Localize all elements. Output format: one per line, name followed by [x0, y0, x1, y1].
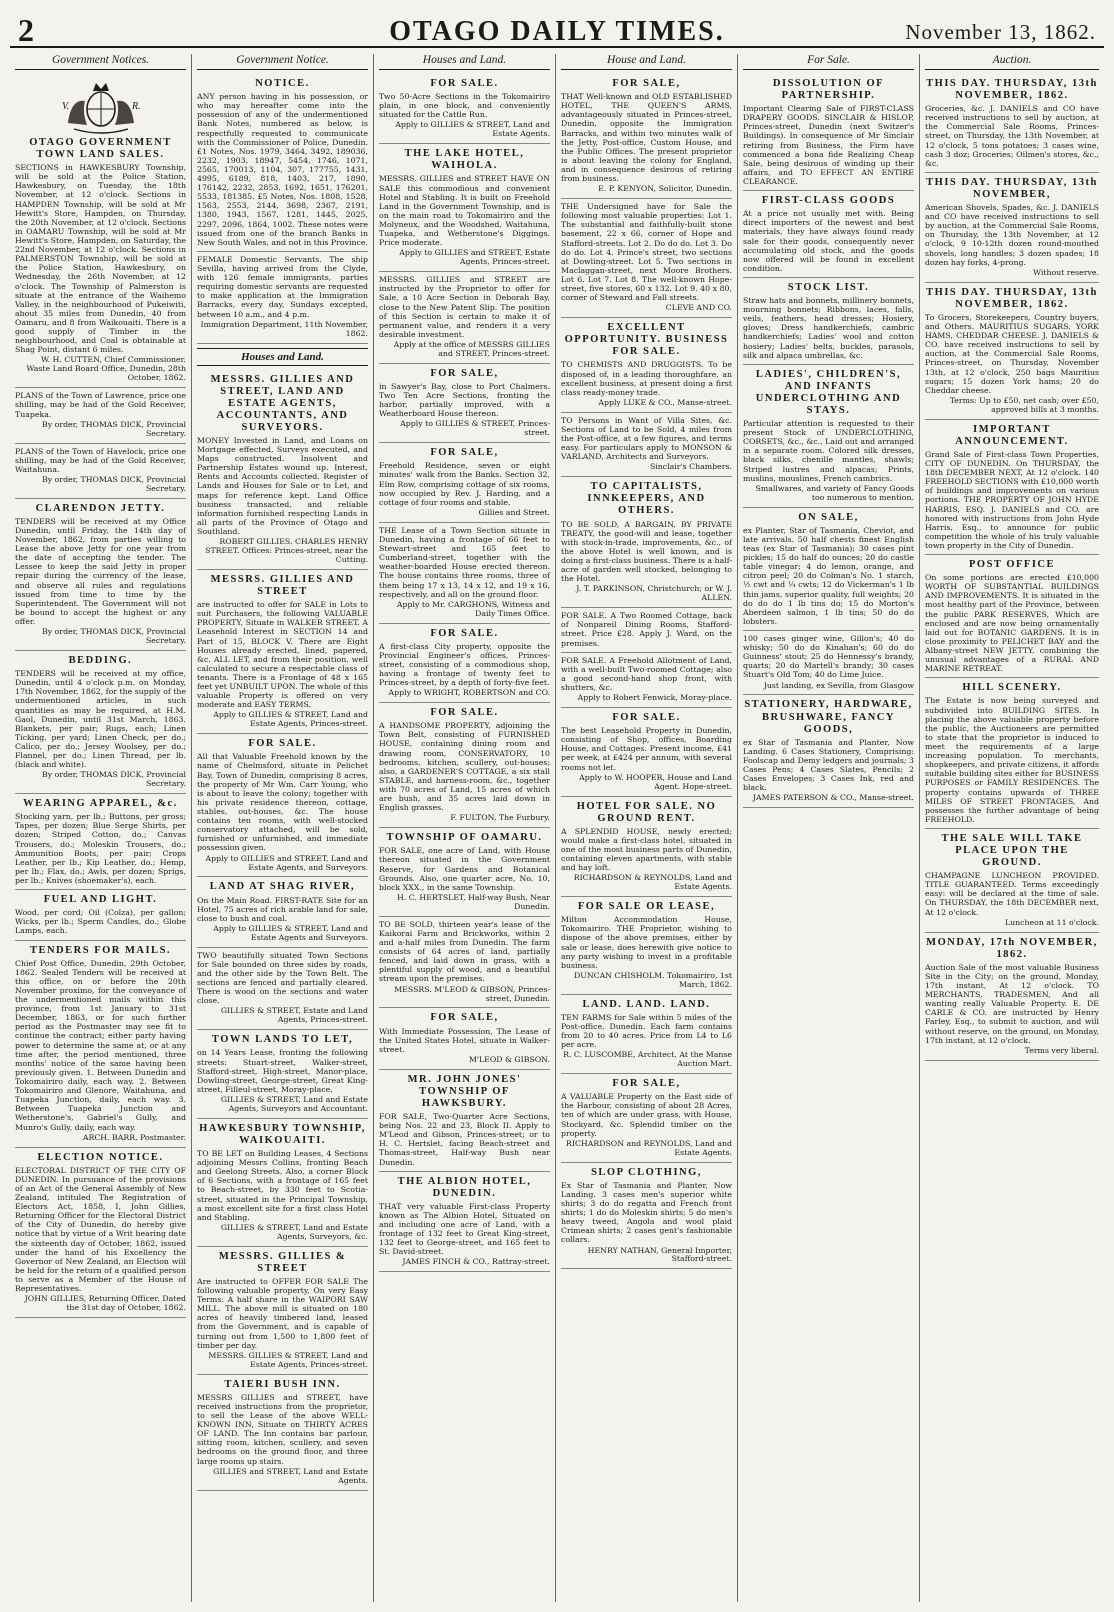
advertisement-signature: M'LEOD & GIBSON.: [468, 1054, 550, 1064]
advertisement: [197, 1030, 368, 1119]
advertisement: [197, 570, 368, 734]
advertisement-signature: Terms: Up to £50, net cash; over £50, approved bills at 3 months.: [949, 395, 1099, 414]
advertisement: [379, 624, 550, 704]
advertisement-title: MR. JOHN JONES' TOWNSHIP OF HAWKSBURY.: [407, 1073, 522, 1109]
advertisement: [197, 370, 368, 570]
advertisement-body: At a price not usually met with. Being direct importers of the newest and best materials, they have always found ready sale for their goods, consequently never accumulating old stock, and the goods now offered will be found in excellent condition.: [743, 209, 914, 273]
advertisement: [379, 1070, 550, 1172]
advertisement-signature: Without reserve.: [1032, 267, 1099, 277]
advertisement: [561, 608, 732, 652]
advertisement-signature: H. C. HERTSLET, Half-way Bush, Near Dunedin.: [397, 892, 550, 911]
advertisement-title: TO CAPITALISTS, INNKEEPERS, AND OTHERS.: [587, 481, 706, 517]
advertisement-title: FIRST-CLASS GOODS: [761, 195, 896, 207]
advertisement: [743, 631, 914, 696]
advertisement: [197, 734, 368, 877]
advertisement-signature: Apply to GILLIES & STREET, Land and Estate Agents.: [395, 120, 550, 139]
advertisement: [197, 252, 368, 344]
advertisement-title: TOWN LANDS TO LET,: [211, 1034, 354, 1046]
advertisement-body: FOR SALE. A Freehold Allotment of Land, with a well-built Two-roomed Cottage; also a good second-hand shop front, with shutters, &c.: [561, 655, 732, 692]
advertisement-body: The Estate is now being surveyed and subdivided into BUILDING SITES. In placing the above valuable property before the public, the Auctioneers are permitted to state that the proprietor is induced to meet the requirements of a large increasing population. To merchants, shopkeepers, and private citizens, it affords suitable building sites either for BUSINESS PURPOSES or FAMILY RESIDENCES. The property contains upwards of THREE MILES OF STREET FRONTAGES, And possesses the further advantage of being FREEHOLD.: [925, 696, 1099, 824]
advertisement-body: TEN FARMS for Sale within 5 miles of the Post-office, Dunedin. Each farm contains from 20 to 40 acres. Price from L4 to L6 per acre.: [561, 1012, 732, 1050]
advertisement-title: TENDERS FOR MAILS.: [29, 944, 172, 956]
advertisement-title: ELECTION NOTICE.: [37, 1151, 164, 1163]
advertisement-signature: Terms very liberal.: [1024, 1045, 1099, 1055]
advertisement-signature: GILLIES & STREET, Land and Estate Agents, Surveyors, &c.: [220, 1222, 368, 1241]
advertisement-title: MONDAY, 17th NOVEMBER, 1862.: [926, 936, 1098, 960]
advertisement: [743, 191, 914, 278]
advertisement: [379, 364, 550, 443]
advertisement-body: Important Clearing Sale of FIRST-CLASS DRAPERY GOODS. SINCLAIR & HISLOP, Princes-street, Dunedin (next Switzer's Buildings). In consequence of Mr Sinclair retiring from Business, the Firm have commenced a bona fide Realizing Cheap Sale, being desirous of winding up their affairs, and TO EFFECT AN ENTIRE CLEARANCE.: [743, 104, 914, 186]
advertisement: [379, 523, 550, 624]
advertisement-body: PLANS of the Town of Lawrence, price one shilling, may be had of the Gold Receiver, Tuapeka.: [15, 391, 186, 419]
advertisement: [197, 877, 368, 947]
advertisement-title: FOR SALE.: [612, 712, 681, 724]
advertisement: [561, 995, 732, 1074]
advertisement-signature: Apply to Robert Fenwick, Moray-place.: [577, 693, 732, 703]
column-header: Government Notice.: [197, 54, 368, 70]
advertisement: [15, 444, 186, 499]
advertisement: [561, 477, 732, 608]
advertisement-body: A VALUABLE Property on the East side of the Harbour, consisting of about 28 Acres, ten of which are under grass, with House, Stockyard, &c. Splendid timber on the property.: [561, 1092, 732, 1138]
advertisement-signature: Apply to WRIGHT, ROBERTSON and CO.: [388, 688, 550, 698]
advertisement-signature: JOHN GILLIES, Returning Officer. Dated the 31st day of October, 1862.: [24, 1294, 186, 1313]
advertisement: [925, 933, 1099, 1061]
advertisement: [197, 1119, 368, 1247]
advertisement-body: TWO beautifully situated Town Sections for Sale bounded on three sides by roads, and the other side by the Town Belt. The sections are fenced and partially cleared. There is wood on the sections and water close.: [197, 950, 368, 1006]
advertisement-signature: DUNCAN CHISHOLM. Tokomairiro, 1st March, 1862.: [574, 970, 732, 989]
advertisement: [561, 708, 732, 797]
advertisement-body: THE Lease of a Town Section situate in Dunedin, having a frontage of 66 feet to Stewart-street and 165 feet to Cumberland-street, together with the weather-boarded House erected thereon. The house contains three rooms, three of them being 17 x 13, 14 x 12, and 19 x 16, respectively, and all on the ground floor.: [379, 525, 550, 599]
advertisement: [379, 1172, 550, 1273]
advertisement-title: MESSRS. GILLIES & STREET: [218, 1250, 347, 1274]
column-5: [738, 54, 920, 1602]
advertisement: [379, 74, 550, 144]
advertisement: [197, 74, 368, 252]
column-header: Auction.: [925, 54, 1099, 70]
column-6: [920, 54, 1104, 1602]
advertisement: [743, 695, 914, 808]
advertisement-signature: By order, THOMAS DICK, Provincial Secretary.: [42, 419, 186, 438]
advertisement-signature: Apply to W. HOOPER, House and Land Agent. Hope-street.: [579, 772, 732, 791]
advertisement: [15, 941, 186, 1148]
advertisement-body: TO CHEMISTS AND DRUGGISTS. To be disposed of, in a leading thoroughfare, an excellent business, at present doing a first class ready-money trade.: [561, 360, 732, 397]
advertisement-title: THE ALBION HOTEL, DUNEDIN.: [397, 1175, 532, 1199]
svg-text:V.: V.: [61, 101, 69, 112]
advertisement-body: Freehold Residence, seven or eight minutes' walk from the Banks. Section 32, Elm Row, comprising cottage of six rooms, now occupied by Rev. J. Harding, and a cottage of four rooms and stable.: [379, 461, 550, 507]
advertisement-signature: Apply LUKE & CO., Manse-street.: [598, 397, 732, 407]
advertisement-body: Chief Post Office, Dunedin, 29th October, 1862. Sealed Tenders will be received at this office, on or before the 20th November proximo, for the conveyance of the undermentioned mails within this province, from 1st January to 31st December, 1863, or for such further period as the Postmaster may see fit to continue the contract; either party having power to determine the same at, or at any time after, the period mentioned, three months' notice of the same having been previously given. 1. Between Dunedin and Tokomairiro daily, each way. 2. Between Tokomairiro and Glenore, Waitahuna, and Tuapeka Junction, daily, each way. 3. Between Tuapeka Junction and Wetherstone's, Gabriel's Gully, and Munro's Gully, daily, each way.: [15, 958, 186, 1132]
advertisement-signature: Apply to GILLIES & STREET, Princes-street.: [400, 419, 550, 438]
advertisement-body: are instructed to offer for SALE in Lots to suit Purchasers, the following VALUABLE PROPERTY, Situate in WALKER STREET. A Leasehold Interest in SECTION 14 and Part of 15, BLOCK V. There are Eight Houses already erected, lined, papered, &c. ALL LET, and from their position, well calculated to secure a respectable class of tenants. There is a Frontage of 48 x 165 feet yet UNBUILT UPON. The whole of this valuable Property is offered on very moderate and EASY TERMS.: [197, 600, 368, 710]
advertisement: [197, 1247, 368, 1375]
advertisement: [379, 828, 550, 917]
advertisement: [925, 420, 1099, 555]
advertisement: [15, 74, 186, 388]
advertisement: [379, 443, 550, 523]
advertisement-signature: By order, THOMAS DICK, Provincial Secretary.: [42, 627, 186, 646]
advertisement-signature: Smallwares, and variety of Fancy Goods too numerous to mention.: [755, 483, 914, 502]
newspaper-title: OTAGO DAILY TIMES.: [389, 16, 725, 47]
advertisement-body: TENDERS will be received at my Office Dunedin, until Friday, the 14th day of November, 1862, from parties willing to Lease the above Jetty for one year from the date of accepting the tender. The Lessee to keep the said Jetty in proper repair during the currency of the lease, and observe all rules and regulations issued from time to time by the Superintendent. The Government will not be bound to accept the highest or any offer.: [15, 516, 186, 627]
advertisement: [561, 318, 732, 413]
advertisement: [15, 1148, 186, 1319]
advertisement-title: IMPORTANT ANNOUNCEMENT.: [955, 423, 1069, 447]
column-2: [192, 54, 374, 1602]
advertisement: [925, 74, 1099, 173]
advertisement-title: FOR SALE,: [430, 1012, 499, 1024]
advertisement-signature: Apply to GILLIES and STREET, Land and Estate Agents, and Surveyors.: [205, 853, 368, 872]
advertisement-body: on 14 Years Lease, fronting the following streets: Stuart-street, Walker-street, Stafford-street, High-street, Manor-place, Dowling-street, George-street, Great King-street, Filleul-street, Moray-place.: [197, 1048, 368, 1094]
advertisement-title: SLOP CLOTHING,: [591, 1166, 702, 1178]
advertisement: [379, 1008, 550, 1069]
column-4: [556, 54, 738, 1602]
advertisement-body: ELECTORAL DISTRICT OF THE CITY OF DUNEDIN. In pursuance of the provisions of an Act of the General Assembly of New Zealand, intituled The Registration of Electors Act, 1858, I, John Gillies, Returning Officer for the Electoral District of the City of Dunedin, do hereby give notice that by virtue of a Writ bearing date the sixteenth day of October, 1862, issued under the hand of his Excellency the Governor of New Zealand, an Election will be held for the return of a qualified person to serve as a Member of the House of Representatives.: [15, 1165, 186, 1294]
advertisement-body: FEMALE Domestic Servants. The ship Sevilla, having arrived from the Clyde, with 126 female immigrants, parties requiring domestic servants are requested to make application at the Immigration Barracks, every day, Sundays excepted, between 10 a.m., and 4 p.m.: [197, 254, 368, 319]
advertisement: [925, 678, 1099, 829]
advertisement: [743, 365, 914, 508]
advertisement-body: MESSRS. GILLIES and STREET are instructed by the Proprietor to offer for Sale, a 10 Acre Section in Deborah Bay, close to the New Patent Slip. The position of this Section is certain to make it of permanent value, and renders it a very desirable investment.: [379, 275, 550, 339]
advertisement-title: NOTICE.: [255, 78, 310, 89]
advertisement-body: Two 50-Acre Sections in the Tokomairiro plain, in one block, and conveniently situated for the Cattle Run.: [379, 92, 550, 120]
advertisement-title: FOR SALE.: [248, 738, 317, 750]
advertisement-body: FOR SALE. A Two Roomed Cottage, back of Nonpareil Dining Rooms, Stafford-street. Price £28. Apply J. Ward, on the premises.: [561, 611, 732, 648]
advertisement-body: Particular attention is requested to their present Stock of UNDERCLOTHING, CORSETS, &c., &c., Laid out and arranged in a separate room. Colored silk dresses, black silks, chenille mantles, shawls; Striped lustres and alpacas; Prints, muslins, mouslines, French cambrics.: [743, 419, 914, 483]
advertisement-title: FOR SALE.: [430, 627, 499, 639]
advertisement: [15, 890, 186, 940]
advertisement-title: FOR SALE.: [430, 78, 499, 89]
royal-crest-icon: [56, 79, 146, 135]
advertisement-body: A HANDSOME PROPERTY, adjoining the Town Belt, consisting of FURNISHED HOUSE, containing dining room and drawing room, CONSERVATORY, 10 bedrooms, kitchen, scullery, out-houses; also, a GARDENER'S COTTAGE, a six stall STABLE, and harness-room, &c., together with 70 acres of Land, 15 acres of which are bush, and 35 acres laid down in English grasses.: [379, 721, 550, 813]
advertisement-title: POST OFFICE: [968, 559, 1056, 571]
advertisement-title: FOR SALE,: [612, 78, 681, 89]
page-number: 2: [18, 12, 34, 48]
advertisement-body: TENDERS will be received at my office, Dunedin, until 4 o'clock p.m. on Monday, 17th November, 1862, for the supply of the undermentioned articles, in such quantities as may be required, at H.M. Gaol, Dunedin, until 31st March, 1863. Blankets, per pair; Rugs, each; Linen Ticking, per yard; Linen Check, per do.; Calico, per do.; Jersey Woolsey, per do.; Flannel, per do.; Linen Thread, per lb. (black and white).: [15, 669, 186, 770]
advertisement-body: THAT very valuable First-class Property known as The Albion Hotel, Situated on and including one acre of Land, with a frontage of 132 feet to Great King-street, 132 feet to George-street, and 165 feet to St. David-street.: [379, 1201, 550, 1257]
column-header: House and Land.: [561, 54, 732, 70]
advertisement-title: HILL SCENERY.: [962, 682, 1062, 694]
column-header: For Sale.: [743, 54, 914, 70]
advertisement-body: FOR SALE, Two-Quarter Acre Sections, being Nos. 22 and 23, Block II. Apply to M'Leod and Gibson, Princes-street; or to H. C. Hertslet, facing Beach-street and Thomas-street, Half-way Bush near Dunedin.: [379, 1112, 550, 1167]
advertisement-title: THIS DAY. THURSDAY, 13th NOVEMBER,: [926, 176, 1098, 200]
advertisement-title: FOR SALE OR LEASE,: [577, 901, 716, 913]
advertisement-signature: Luncheon at 11 o'clock.: [1004, 917, 1099, 927]
advertisement: [197, 948, 368, 1031]
advertisement-body: Auction Sale of the most valuable Business Site in the City; on the ground, Monday, 17th instant, At 12 o'clock. TO MERCHANTS, TRADESMEN, And all wanting really Valuable Property. E. DE CARLE & CO. are instructed by Henry Farley, Esq., to submit to auction, and will without reserve, on the ground, on Monday, 17th instant, at 12 o'clock.: [925, 962, 1099, 1045]
advertisement-title: BEDDING.: [68, 655, 133, 667]
newspaper-columns: [10, 54, 1104, 1602]
advertisement: [743, 74, 914, 191]
advertisement-title: TAIERI BUSH INN.: [224, 1378, 341, 1390]
advertisement-body: The best Leasehold Property in Dunedin, consisting of Shop, offices, Boarding House, and Cottages. Present income, £41 per week, at £424 per annum, with several rooms not let.: [561, 726, 732, 772]
advertisement-title: ON SALE,: [798, 511, 859, 523]
advertisement-signature: J. T. PARKINSON, Christchurch; or W. J. ALLEN.: [576, 584, 732, 603]
advertisement-body: Milton Accommodation House, Tokomairiro. THE Proprietor, wishing to dispose of the above premises, either by sale or lease, does herewith give notice to any party wishing to invest in a profitable business.: [561, 915, 732, 970]
advertisement-signature: F. FULTON, The Furbury.: [450, 813, 550, 823]
advertisement: [15, 651, 186, 794]
advertisement-body: Are instructed to OFFER FOR SALE The following valuable property, On very Easy Terms: A half share in the WAIPORI SAW MILL. The above mill is situated on 180 acres of heavily timbered land, leased from the Government, and is capable of turning out from 1,500 to 1,800 feet of timber per day.: [197, 1276, 368, 1350]
advertisement-body: TO BE LET on Building Leases, 4 Sections adjoining Messrs Collins, fronting Beach and Geelong Streets. Also, a corner Block of 6 Sections, with a frontage of 165 feet to Beach-street, by 330 feet to Scotia-street, situated in the Principal Township, a most excellent site for a first class Hotel and Stabling.: [197, 1148, 368, 1222]
advertisement-body: A first-class City property, opposite the Provincial Engineer's offices, Princes-street, consisting of a commodious shop, having a frontage of twenty feet to Princes-street, by a depth of forty-five feet.: [379, 641, 550, 688]
advertisement-title: LAND AT SHAG RIVER,: [209, 881, 356, 893]
advertisement-title: THE SALE WILL TAKE PLACE UPON THE GROUND.: [941, 832, 1083, 869]
advertisement-signature: By order, THOMAS DICK, Provincial Secretary.: [42, 474, 186, 493]
advertisement: [379, 917, 550, 1009]
advertisement-body: A SPLENDID HOUSE, newly erected; would make a first-class hotel, situated in one of the most business parts of Dunedin, containing eleven apartments, with stable and hay loft.: [561, 826, 732, 873]
advertisement-title: LADIES', CHILDREN'S, AND INFANTS UNDERCLOTHING AND STAYS.: [755, 368, 902, 416]
advertisement-signature: Apply to Mr. CARGHONS, Witness and Daily Times Office.: [396, 599, 550, 618]
advertisement-title: DISSOLUTION OF PARTNERSHIP.: [772, 78, 885, 102]
advertisement-signature: RICHARDSON and REYNOLDS, Land and Estate Agents.: [566, 1138, 732, 1157]
advertisement-body: Stocking yarn, per lb.; Buttons, per gross; Tapes, per dozen; Blue Serge Shirts, per dozen; Striped Cotton, do.; Canvas Trousers, do.; Moleskin Trousers, do.; Ammunition Boots, per pair; Crops Leather, per lb.; Kip Leather, do.; Hemp, per lb.; Flax, do.; Awls, per dozen; Sprigs, per lb.; Knives (shoemaker's), each.: [15, 812, 186, 886]
advertisement-signature: Sinclair's Chambers.: [649, 462, 732, 472]
advertisement-title: STATIONERY, HARDWARE, BRUSHWARE, FANCY GOODS,: [744, 699, 913, 735]
advertisement-body: Straw hats and bonnets, millinery bonnets, mourning bonnets; Ribbons, laces, falls, veils, feathers, head dresses; Hosiery, gloves; Dress handkerchiefs, cambric handkerchiefs; Ladies' wool and cotton hosiery; Ladies' belts, buckles, parasols, silk and alpaca umbrellas, &c.: [743, 296, 914, 360]
advertisement-body: All that Valuable Freehold known by the name of Chelmsford, situate in Pelichet Bay, Town of Dunedin, comprising 8 acres, the property of Mr Wm. Carr Young, who is about to leave the colony; together with his private residence thereon, cottage, stables, out-houses, &c. The house contains ten rooms, with well-stocked conservatory attached, will be sold, furnished or unfurnished, and immediate possession given.: [197, 752, 368, 853]
advertisement: [925, 283, 1099, 420]
advertisement-signature: GILLIES and STREET, Land and Estate Agents.: [213, 1466, 368, 1485]
advertisement: [197, 1375, 368, 1491]
advertisement-title: FOR SALE,: [430, 447, 499, 459]
advertisement-body: THE Undersigned have for Sale the following most valuable properties: Lot 1. The substantial and faithfully-built stone basement, 22 x 66, corner of Hope and Stafford-streets. Lot 2. Do do do. Lot 3. Do do do. Lot 4. Prince's street, two sections at Dowling-street. Lot 5. Two sections in Maclaggan-street, next Moore Brothers. Lot 6. Lot 7. Lot 8. The well-known Hope-street, five stores, 60 x 132. Lot 9. 40 x 80, corner of Steward and Fall streets.: [561, 202, 732, 303]
advertisement: [561, 199, 732, 318]
advertisement: [743, 508, 914, 631]
advertisement-title: MESSRS. GILLIES AND STREET, LAND AND ESTATE AGENTS, ACCOUNTANTS, AND SURVEYORS.: [210, 373, 355, 433]
advertisement-body: MESSRS. GILLIES and STREET HAVE ON SALE this commodious and convenient Hotel and Stabling. It is built on Freehold Land in the Government Township, and is on the main road to Tokomairiro and the Molyneux, and the Woodshed, Waitahuna, Tuapeka, and Wetherstone's Diggings. Price moderate.: [379, 174, 550, 248]
advertisement-signature: ARCH. BARR, Postmaster.: [82, 1132, 186, 1142]
advertisement-title: FOR SALE,: [430, 367, 499, 379]
advertisement: [925, 173, 1099, 283]
advertisement-body: in Sawyer's Bay, close to Port Chalmers. Two Ten Acre Sections, fronting the harbor, partially improved, with a Weatherboard House thereon.: [379, 381, 550, 419]
advertisement-signature: JAMES FINCH & CO., Rattray-street.: [402, 1257, 550, 1267]
advertisement-title: MESSRS. GILLIES AND STREET: [210, 573, 355, 598]
column-header: Government Notices.: [15, 54, 186, 70]
column-3: [374, 54, 556, 1602]
advertisement-signature: MESSRS. M'LEOD & GIBSON, Princes-street, Dunedin.: [394, 984, 550, 1003]
advertisement-body: With Immediate Possession, The Lease of the United States Hotel, situate in Walker-street.: [379, 1026, 550, 1054]
advertisement-signature: W. H. CUTTEN, Chief Commissioner. Waste Land Board Office, Dunedin, 28th October, 1862.: [26, 355, 186, 383]
advertisement-body: ex Star of Tasmania and Planter, Now Landing. 6 Cases Stationery, Comprising: Foolscap and Demy ledgers and journals; 3 Cases Pens; 4 Cases Slates, Pencils; 2 Cases Envelopes; 3 Cases Ink, red and black.: [743, 737, 914, 793]
advertisement-title: TOWNSHIP OF OAMARU.: [386, 832, 543, 844]
advertisement-body: TO Persons in Want of Villa Sites, &c. Sections of Land to be Sold, 4 miles from the Post-office, at a few figures, and terms easy. For particulars apply to MONSON & VARLAND, Architects and Surveyors.: [561, 415, 732, 462]
advertisement-title: THE LAKE HOTEL, WAIHOLA.: [404, 148, 525, 172]
advertisement-signature: R. C. LUSCOMBE, Architect, At the Manse Auction Mart.: [563, 1050, 732, 1069]
advertisement-signature: HENRY NATHAN, General Importer, Stafford-street.: [587, 1245, 732, 1264]
advertisement-body: FOR SALE, one acre of Land, with House thereon situated in the Government Reserve, for Gardens and Botanical Grounds. Also, one quarter acre, No. 10, block XXX., in the same Township.: [379, 846, 550, 892]
advertisement-title: HOTEL FOR SALE. NO GROUND RENT.: [576, 800, 717, 824]
advertisement-body: ANY person having in his possession, or who may hereafter come into the possession of any of the undermentioned Bank Notes, numbered as below, is respectfully requested to communicate with the Commissioner of Police, Dunedin. £1 Notes, Nos. 1979, 3464, 3492, 189036, 2232, 1903, 18947, 5454, 1746, 1071, 2565, 170013, 1104, 307, 177755, 1431, 4995, 6189, 818, 1403, 217, 1890, 176142, 2232, 2853, 1692, 1651, 176201, 5533, 181385. £5 Notes, Nos. 1808, 1528, 1563, 2553, 2144, 3698, 2367, 2191, 1380, 1943, 1567, 1281, 1445, 2025, 2297, 2096, 1864, 1002. These notes were issued from one of the branch Banks in New South Wales, and not in this Province.: [197, 92, 368, 247]
column-1: [10, 54, 192, 1602]
advertisement-signature: CLEVE AND CO.: [665, 303, 732, 313]
advertisement: [15, 499, 186, 651]
advertisement-body: MESSRS GILLIES and STREET, have received instructions from the proprietor, to sell the Lease of the above WELL-KNOWN INN, Situate on THIRTY ACRES OF LAND. The Inn contains bar parlour, sitting room, kitchen, scullery, and seven bedrooms on the ground floor, and three large rooms up stairs.: [197, 1392, 368, 1466]
advertisement-title: STOCK LIST.: [787, 281, 870, 293]
advertisement-body: SECTIONS in HAWKESBURY Township, will be sold at the Police Station, Hawkesbury, on Tuesday, the 18th November, at 12 o'clock. Sections in HAMPDEN Township, will be sold at Mr Hewitt's Store, Hampden, on Thursday, the 20th November, at 12 o'clock. Sections in OAMARU Township, will be sold at Mr Hewitt's Store, Hampden, on Saturday, the 22nd November, at 12 o'clock. Sections in PALMERSTON Township, will be sold at the Police Station, Hawkesbury, on Wednesday, the 26th November, at 12 o'clock. The Township of Palmerston is situate at the entrance of the Waihemo Valley, in the neighbourhood of Pukeiwiti, about 35 miles from Dunedin, 40 from Oamaru, and 8 from Waikouaiti. There is a good supply of Timber in the neighbourhood, and Coal is obtainable at Shag Point, distant 6 miles.: [15, 163, 186, 355]
advertisement-signature: RICHARDSON & REYNOLDS, Land and Estate Agents.: [573, 873, 732, 892]
advertisement-title: FOR SALE.: [430, 707, 499, 719]
advertisement-body: American Shovels, Spades, &c. J. DANIELS and CO have received instructions to sell by auction, at the Commercial Sale Rooms, on Thursday, the 13th November, at 12 o'clock, 9 10-12th dozen round-mouthed shovels, long handles; 3 dozen spades; 18 dozen hay forks, 4-prong.: [925, 203, 1099, 267]
advertisement: [561, 1074, 732, 1163]
advertisement-body: MONEY Invested in Land, and Loans on Mortgage effected, Surveys executed, and Maps constructed. Insolvent and Partnership Estates wound up. Interest, Rents and Accounts collected. Register of Lands and Houses for Sale or to Let, and maps for reference kept. Land Office business transacted, and reliable information furnished respecting Lands in all parts of the Province of Otago and Southland.: [197, 435, 368, 536]
advertisement-signature: Gillies and Street.: [478, 507, 550, 517]
advertisement: [925, 829, 1099, 933]
advertisement-title: EXCELLENT OPPORTUNITY. BUSINESS FOR SALE.: [564, 322, 729, 358]
advertisement-body: ex Planter, Star of Tasmania, Cheviot, and late arrivals. 50 half chests finest English teas (ex Star of Tasmania); 30 cases pint pickles; 15 do half do ounces; 20 do castle table vinegar; 4 do lemon, orange, and citron peel; 20 do Colman's No. 1 starch, ½ cwt and ¼ cwts; 12 do Vickerman's 1 lb thin jams, superior quality, full weights; 20 do do do 1 lb tins do; 15 do Morton's Aberdeen salmon, 1 lb tins; 50 do do lobsters.: [743, 525, 914, 626]
advertisement-title: FUEL AND LIGHT.: [43, 894, 158, 906]
advertisement-title: OTAGO GOVERNMENT TOWN LAND SALES.: [29, 137, 172, 161]
advertisement: [561, 413, 732, 478]
advertisement-signature: Apply to GILLIES & STREET, Land and Estate Agents, Princes-street.: [213, 710, 368, 729]
advertisement: [379, 703, 550, 828]
advertisement-signature: Apply at the office of MESSRS GILLIES and STREET, Princes-street.: [393, 339, 550, 358]
advertisement-signature: Immigration Department, 11th November, 1862.: [200, 319, 368, 338]
advertisement-signature: Apply to GILLIES and STREET, Estate Agents, Princes-street.: [399, 248, 550, 267]
advertisement-signature: Apply to GILLIES & STREET, Land and Estate Agents and Surveyors.: [213, 923, 368, 942]
advertisement-signature: GILLIES & STREET, Estate and Land Agents, Princes-street.: [220, 1006, 368, 1025]
advertisement-signature: MESSRS. GILLIES & STREET, Land and Estate Agents, Princes-street.: [208, 1350, 368, 1369]
advertisement-body: On some portions are erected £10,000 WORTH OF SUBSTANTIAL BUILDINGS AND IMPROVEMENTS. It is situated in the most healthy part of the Province, between the public PARK RESERVES, Which are enclosed and are now being ornamentally laid out for BOTANIC GARDENS. It is in close proximity to PELICHET BAY and the Albany-street NEW JETTY, combining the unusual advantages of a RURAL AND MARINE RETREAT.: [925, 573, 1099, 674]
advertisement-body: 100 cases ginger wine, Gillon's; 40 do whisky; 50 do do Kinahan's; 60 do do Guinness' stout; 25 do Hennessy's brandy, quarts; 20 do Martell's brandy; 30 cases Stuart's Old Tom; 40 do Lime Juice.: [743, 633, 914, 680]
advertisement: [743, 278, 914, 365]
column-header: Houses and Land.: [379, 54, 550, 70]
advertisement-body: TO BE SOLD, thirteen year's lease of the Kaikorai Farm and Brickworks, within 2 and a-half miles from Dunedin. The farm consists of 64 acres of land, partially fenced, and laid down in grass, with a plentiful supply of wood, and a beautiful stream upon the premises.: [379, 919, 550, 984]
section-header: Houses and Land.: [197, 348, 368, 366]
advertisement-body: THAT Well-known and OLD ESTABLISHED HOTEL, THE QUEEN'S ARMS, advantageously situated in Princes-street, Dunedin, opposite the Immigration Barracks, and within two minutes walk of the Jetty, Post-office, Custom House, and the Public Offices. The present proprietor is about leaving the colony for England, and in consequence desirous of retiring from business.: [561, 92, 732, 184]
advertisement-body: TO BE SOLD, A BARGAIN, BY PRIVATE TREATY, the good-will and lease, together with stock-in-trade, improvements, &c., of the above Hotel is well known, and is doing a first-class business. There is a half-acre of garden well stocked, belonging to the Hotel.: [561, 519, 732, 584]
advertisement-signature: JAMES PATERSON & CO., Manse-street.: [752, 793, 914, 803]
advertisement-body: Ex Star of Tasmania and Planter, Now Landing. 3 cases men's superior white shirts; 3 do do regatta and French front shirts; 1 do do Moleskin shirts; 5 do men's heavy tweed, Angola and wool plaid Crimean shirts; 2 cases gent's fashionable collars.: [561, 1180, 732, 1245]
svg-text:R.: R.: [131, 101, 141, 112]
advertisement-body: Wood, per cord; Oil (Colza), per gallon; Wicks, per lb.; Sperm Candles, do.; Globe Lamps, each.: [15, 908, 186, 936]
advertisement: [561, 897, 732, 995]
advertisement: [561, 797, 732, 898]
advertisement-title: FOR SALE,: [612, 1078, 681, 1090]
advertisement-signature: GILLIES & STREET, Land and Estate Agents, Surveyors and Accountant.: [220, 1094, 368, 1113]
advertisement-title: THIS DAY. THURSDAY, 13th NOVEMBER, 1862.: [926, 78, 1098, 102]
advertisement-title: WEARING APPAREL, &c.: [23, 798, 178, 810]
advertisement-body: Groceries, &c. J. DANIELS and CO have received instructions to sell by auction, at the Commercial Sale Rooms, Princes-street, on Thursday, the 13th November, at 12 o'clock, 5 tons potatoes; 3 cases wine, cash 3 doz; Groceries; Oilmen's stores, &c., &c.: [925, 104, 1099, 168]
advertisement-body: On the Main Road. FIRST-RATE Site for an Hotel, 75 acres of rich arable land for sale, close to bush and coal.: [197, 895, 368, 923]
advertisement-body: Grand Sale of First-class Town Properties, CITY OF DUNEDIN. On THURSDAY, the 18th DECEMBER NEXT, At 12 o'clock. 140 FREEHOLD SECTIONS with £10,000 worth of buildings and improvements on various portions. THE PROPERTY OF JOHN HYDE HARRIS, ESQ. J. DANIELS and CO. are honored with instructions from John Hyde Harris, Esq., to announce for public competition the whole of his truly valuable town property in the City of Dunedin.: [925, 449, 1099, 550]
advertisement-body: PLANS of the Town of Havelock, price one shilling, may be had of the Gold Receiver, Waitahuna.: [15, 446, 186, 474]
advertisement: [379, 144, 550, 272]
advertisement: [561, 1163, 732, 1270]
advertisement-title: THIS DAY. THURSDAY, 13th NOVEMBER, 1862.: [926, 286, 1098, 310]
advertisement-title: HAWKESBURY TOWNSHIP, WAIKOUAITI.: [199, 1122, 366, 1146]
advertisement-signature: ROBERT GILLIES. CHARLES HENRY STREET. Offices: Princes-street, near the Cutting.: [205, 537, 368, 565]
advertisement-signature: Just landing, ex Sevilla, from Glasgow: [763, 680, 914, 690]
advertisement-title: LAND. LAND. LAND.: [582, 998, 711, 1010]
advertisement: [379, 272, 550, 364]
advertisement: [15, 794, 186, 890]
advertisement: [925, 555, 1099, 678]
advertisement-signature: E. P. KENYON, Solicitor, Dunedin.: [598, 184, 732, 194]
advertisement: [561, 74, 732, 199]
advertisement-body: CHAMPAGNE LUNCHEON PROVIDED. TITLE GUARANTEED. Terms exceedingly easy: will be declared at the time of sale. On THURSDAY, the 18th DECEMBER next, At 12 o'clock.: [925, 871, 1099, 917]
advertisement: [561, 653, 732, 708]
advertisement-body: To Grocers, Storekeepers, Country buyers, and Others. MAURITIUS SUGARS, YORK HAMS, CHEDDAR CHEESE. J. DANIELS & CO. have received instructions to sell by auction, at the Commercial Sale Rooms, Princes-street, on Thursday, November 13th, at 12 o'clock, 250 bags Mauritius sugars; 15 dozen York hams; 20 do Cheddar cheese.: [925, 312, 1099, 395]
advertisement-title: CLARENDON JETTY.: [35, 502, 166, 514]
advertisement-signature: By order, THOMAS DICK, Provincial Secretary.: [42, 770, 186, 789]
advertisement: [15, 388, 186, 443]
masthead: [10, 10, 1104, 48]
issue-date: November 13, 1862.: [905, 20, 1096, 44]
